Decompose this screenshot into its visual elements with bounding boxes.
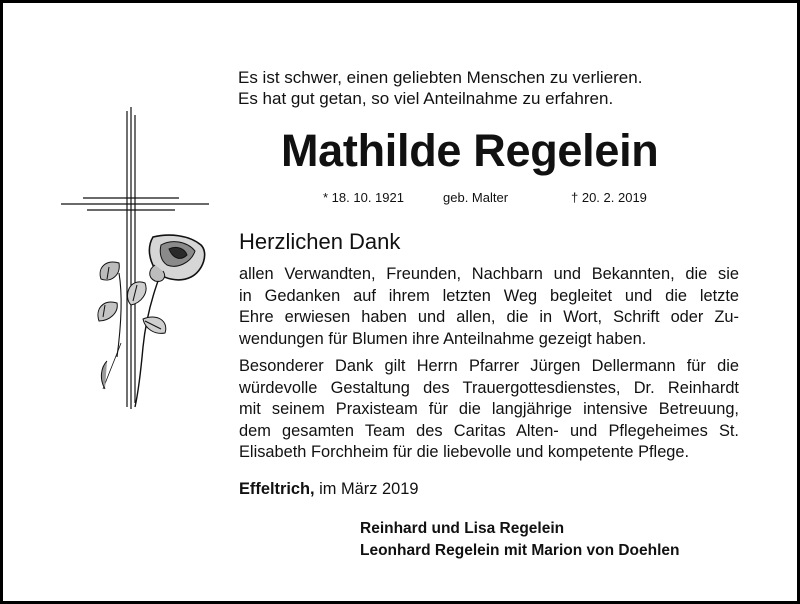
maiden-name: geb. Malter [443, 190, 509, 205]
text-line: allen Verwandten, Freunden, Nachbarn und Bekannten, die sie [239, 265, 739, 283]
motto-line-1: Es ist schwer, einen geliebten Menschen zu verlieren. [238, 68, 643, 87]
text-line: Elisabeth Forchheim für die liebevolle und kompetente Pflege. [239, 443, 690, 462]
text-line: dem gesamten Team des Caritas Alten- und Pflegeheimes St. [239, 421, 739, 440]
closing-date: im März 2019 [314, 480, 419, 498]
thanks-paragraph-2 [239, 356, 739, 464]
motto-text [238, 67, 642, 109]
rose-icon [98, 235, 205, 407]
deceased-name: Mathilde Regelein [281, 125, 659, 176]
death-date: † 20. 2. 2019 [571, 190, 647, 205]
text-line: mit seinem Praxisteam für die langjährige intensive Betreuung, [239, 400, 739, 419]
place-name: Effeltrich, [239, 480, 315, 498]
place-and-date [239, 480, 418, 499]
signers-block [360, 518, 680, 562]
signer-line: Leonhard Regelein mit Marion von Doehlen [360, 542, 680, 559]
text-line: wendungen für Blumen ihre Anteilnahme gezeigt haben. [239, 329, 647, 348]
thanks-heading: Herzlichen Dank [239, 229, 401, 254]
text-line: in Gedanken auf ihrem letzten Weg begleitet und die letzte [239, 286, 739, 305]
text-line: würdevolle Gestaltung des Trauergottesdienstes, Dr. Reinhardt [239, 378, 739, 397]
thanks-paragraph-1 [239, 264, 739, 350]
text-line: Ehre erwiesen haben und allen, die in Wort, Schrift oder Zu- [239, 308, 739, 327]
signer-line: Reinhard und Lisa Regelein [360, 520, 565, 537]
motto-line-2: Es hat gut getan, so viel Anteilnahme zu erfahren. [238, 89, 614, 108]
text-line: Besonderer Dank gilt Herrn Pfarrer Jürgen Dellermann für die [239, 357, 739, 375]
birth-date: * 18. 10. 1921 [323, 190, 404, 205]
cross-and-rose-illustration [57, 107, 227, 417]
